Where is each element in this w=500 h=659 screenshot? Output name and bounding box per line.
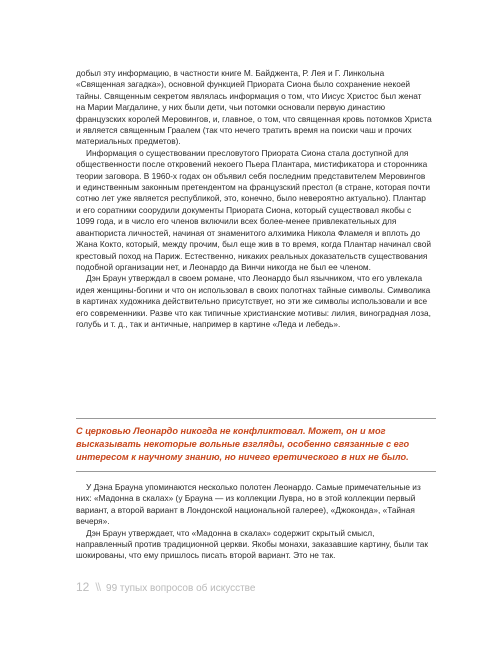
body-text-bottom: [76, 482, 432, 562]
paragraph: добыл эту информацию, в частности книге М. Байджента, Р. Лея и Г. Линкольна «Священная загадка»), основной функцией Приората Сиона было сохранение некоей тайны. Священным секретом являлась информация о том, что Иисус Христос был женат на Марии Магдалине, у них были дети, чьи потомки основали первую династию французских королей Меровингов, и, главное, о том, что священная кровь потомков Христа и является священным Граалем (так что нечего тратить время на поиски чаш и прочих материальных предметов).: [76, 68, 432, 147]
body-text-top: [76, 68, 432, 330]
paragraph: У Дэна Брауна упоминаются несколько полотен Леонардо. Самые примечательные из них: «Мадонна в скалах» (у Брауна — из коллекции Лувра, но в этой коллекции первый вариант, а второй вариант в Лондонской национальной галерее), «Джоконда», «Тайная вечеря».: [76, 482, 421, 527]
footer-separator: \\: [95, 580, 101, 594]
pullquote-text: С церковью Леонардо никогда не конфликтовал. Может, он и мог высказывать некоторые вольные взгляды, особенно связанные с его интересом к научному знанию, но ничего еретического в них не было.: [76, 426, 410, 462]
page-footer: [76, 580, 255, 594]
paragraph: Информация о существовании пресловутого Приората Сиона стала доступной для общественности после откровений некоего Пьера Плантара, мистификатора и сторонника теории заговора. В 1960-х годах он объявил себя последним представителем Меровингов и единственным законным претендентом на французский престол (в стране, которая почти сотню лет уже является республикой, это, конечно, было невероятно актуально). Плантар и его соратники соорудили документы Приората Сиона, который существовал якобы с 1099 года, и в число его членов включили всех более-менее привлекательных для авантюриста личностей, начиная от знаменитого алхимика Никола Фламеля и вплоть до Жана Кокто, который, между прочим, был еще жив в то время, когда Плантар начинал свой крестовый поход на Париж. Естественно, никаких реальных доказательств существования подобной организации нет, и Леонардо да Винчи никогда не был ее членом.: [76, 147, 431, 272]
pullquote: [76, 418, 436, 472]
book-title: 99 тупых вопросов об искусстве: [106, 583, 256, 594]
page-number: 12: [76, 580, 90, 594]
paragraph: Дэн Браун утверждал в своем романе, что Леонардо был язычником, что его увлекала идея женщины-богини и что он использовал в своих полотнах тайные символы. Символика в картинах художника действительно присутствует, но эти же символы использовали и все его современники. Разве что как типичные христианские мотивы: лилия, виноградная лоза, голубь и т. д., так и античные, например в картине «Леда и лебедь».: [76, 273, 431, 329]
paragraph: Дэн Браун утверждает, что «Мадонна в скалах» содержит скрытый смысл, направленный против традиционной церкви. Якобы монахи, заказавшие картину, были так шокированы, что ему пришлось писать второй вариант. Это не так.: [76, 527, 429, 561]
